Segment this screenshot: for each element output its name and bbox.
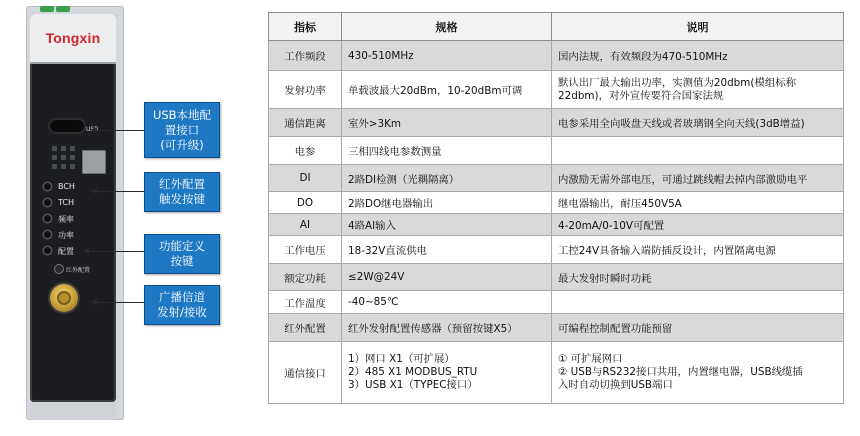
table-row: [269, 214, 844, 236]
cell-note: 4-20mA/0-10V可配置: [552, 214, 844, 236]
cell-metric: 通信距离: [269, 109, 342, 137]
arrow-icon: [92, 191, 144, 192]
cell-metric: DI: [269, 165, 342, 192]
device-photo: Tongxin USB BCH TCH 频率 功率 配置 红外配置: [0, 0, 270, 436]
usb-port: [50, 120, 84, 132]
cell-metric: 电参: [269, 137, 342, 165]
table-row: [269, 314, 844, 342]
table-row: [269, 264, 844, 291]
callout-broadcast-channel: 广播信道 发射/接收: [144, 285, 220, 325]
button-dot-icon: [44, 183, 51, 190]
cell-spec: ≤2W@24V: [342, 264, 552, 291]
cell-metric: 工作温度: [269, 291, 342, 314]
cell-spec: 室外>3Km: [342, 109, 552, 137]
button-dot-icon: [44, 215, 51, 222]
callout-usb-config: USB本地配 置接口 (可升级): [144, 102, 220, 158]
spec-table: [268, 12, 844, 404]
cell-metric: 发射功率: [269, 71, 342, 109]
infrared-label: 红外配置: [66, 267, 91, 274]
cell-note: 工控24V具备输入端防插反设计，内置隔离电源: [552, 236, 844, 264]
header-metric: 指标: [269, 13, 342, 41]
cell-spec: 单载波最大20dBm，10-20dBm可调: [342, 71, 552, 109]
callout-function-keys: 功能定义 按键: [144, 234, 220, 274]
cell-spec: 2路DO继电器输出: [342, 192, 552, 214]
table-row: [269, 342, 844, 404]
cell-spec: 2路DI检测（光耦隔离）: [342, 165, 552, 192]
infrared-window-icon: [55, 265, 63, 273]
cell-metric: 红外配置: [269, 314, 342, 342]
table-row: [269, 137, 844, 165]
brand-logo: Tongxin: [45, 30, 101, 46]
cell-note: ① 可扩展网口 ② USB与RS232接口共用，内置继电器，USB线缆插 入时自动切换到USB端口: [552, 342, 844, 404]
antenna-connector-core: [59, 293, 69, 303]
device-front-panel: [30, 14, 116, 402]
cell-note: 内激励无需外部电压，可通过跳线帽去掉内部激励电平: [552, 165, 844, 192]
cell-note: 默认出厂最大输出功率，实测值为20dbm(模组标称 22dbm)，对外宣传要符合国家法规: [552, 71, 844, 109]
table-row: [269, 71, 844, 109]
cell-metric: AI: [269, 214, 342, 236]
cell-spec: 三相四线电参数测量: [342, 137, 552, 165]
cell-spec: 430-510MHz: [342, 41, 552, 71]
cell-note: [552, 291, 844, 314]
green-clip: [56, 6, 70, 12]
usb-label: USB: [86, 126, 99, 133]
callout-ir-trigger: 红外配置 触发按键: [144, 172, 220, 212]
table-row: [269, 236, 844, 264]
cell-spec: 1）网口 X1（可扩展） 2）485 X1 MODBUS_RTU 3）USB X1（TYPEC接口）: [342, 342, 552, 404]
table-row: [269, 192, 844, 214]
button-dot-icon: [44, 247, 51, 254]
green-clip: [40, 6, 54, 12]
cell-note: [552, 137, 844, 165]
cell-metric: DO: [269, 192, 342, 214]
table-row: [269, 109, 844, 137]
cell-metric: 工作电压: [269, 236, 342, 264]
table-row: [269, 291, 844, 314]
arrow-icon: [92, 302, 144, 303]
cell-spec: 4路AI输入: [342, 214, 552, 236]
dip-switch: [82, 150, 106, 174]
cell-note: 国内法规，有效频段为470-510MHz: [552, 41, 844, 71]
device-bottom-cap: [30, 402, 116, 420]
cell-metric: 额定功耗: [269, 264, 342, 291]
header-note: 说明: [552, 13, 844, 41]
cell-spec: 红外发射配置传感器（预留按键X5）: [342, 314, 552, 342]
cell-note: 可编程控制配置功能预留: [552, 314, 844, 342]
cell-metric: 工作频段: [269, 41, 342, 71]
button-dot-icon: [44, 199, 51, 206]
arrow-icon: [84, 251, 144, 252]
cell-note: 最大发射时瞬时功耗: [552, 264, 844, 291]
cell-spec: 18-32V直流供电: [342, 236, 552, 264]
arrow-icon: [92, 130, 144, 131]
cell-note: 继电器输出，耐压450V5A: [552, 192, 844, 214]
header-spec: 规格: [342, 13, 552, 41]
cell-note: 电参采用全向吸盘天线或者玻璃钢全向天线(3dB增益): [552, 109, 844, 137]
cell-spec: -40~85℃: [342, 291, 552, 314]
table-row: [269, 165, 844, 192]
button-dot-icon: [44, 231, 51, 238]
table-row: [269, 41, 844, 71]
table-header-row: [269, 13, 844, 41]
cell-metric: 通信接口: [269, 342, 342, 404]
